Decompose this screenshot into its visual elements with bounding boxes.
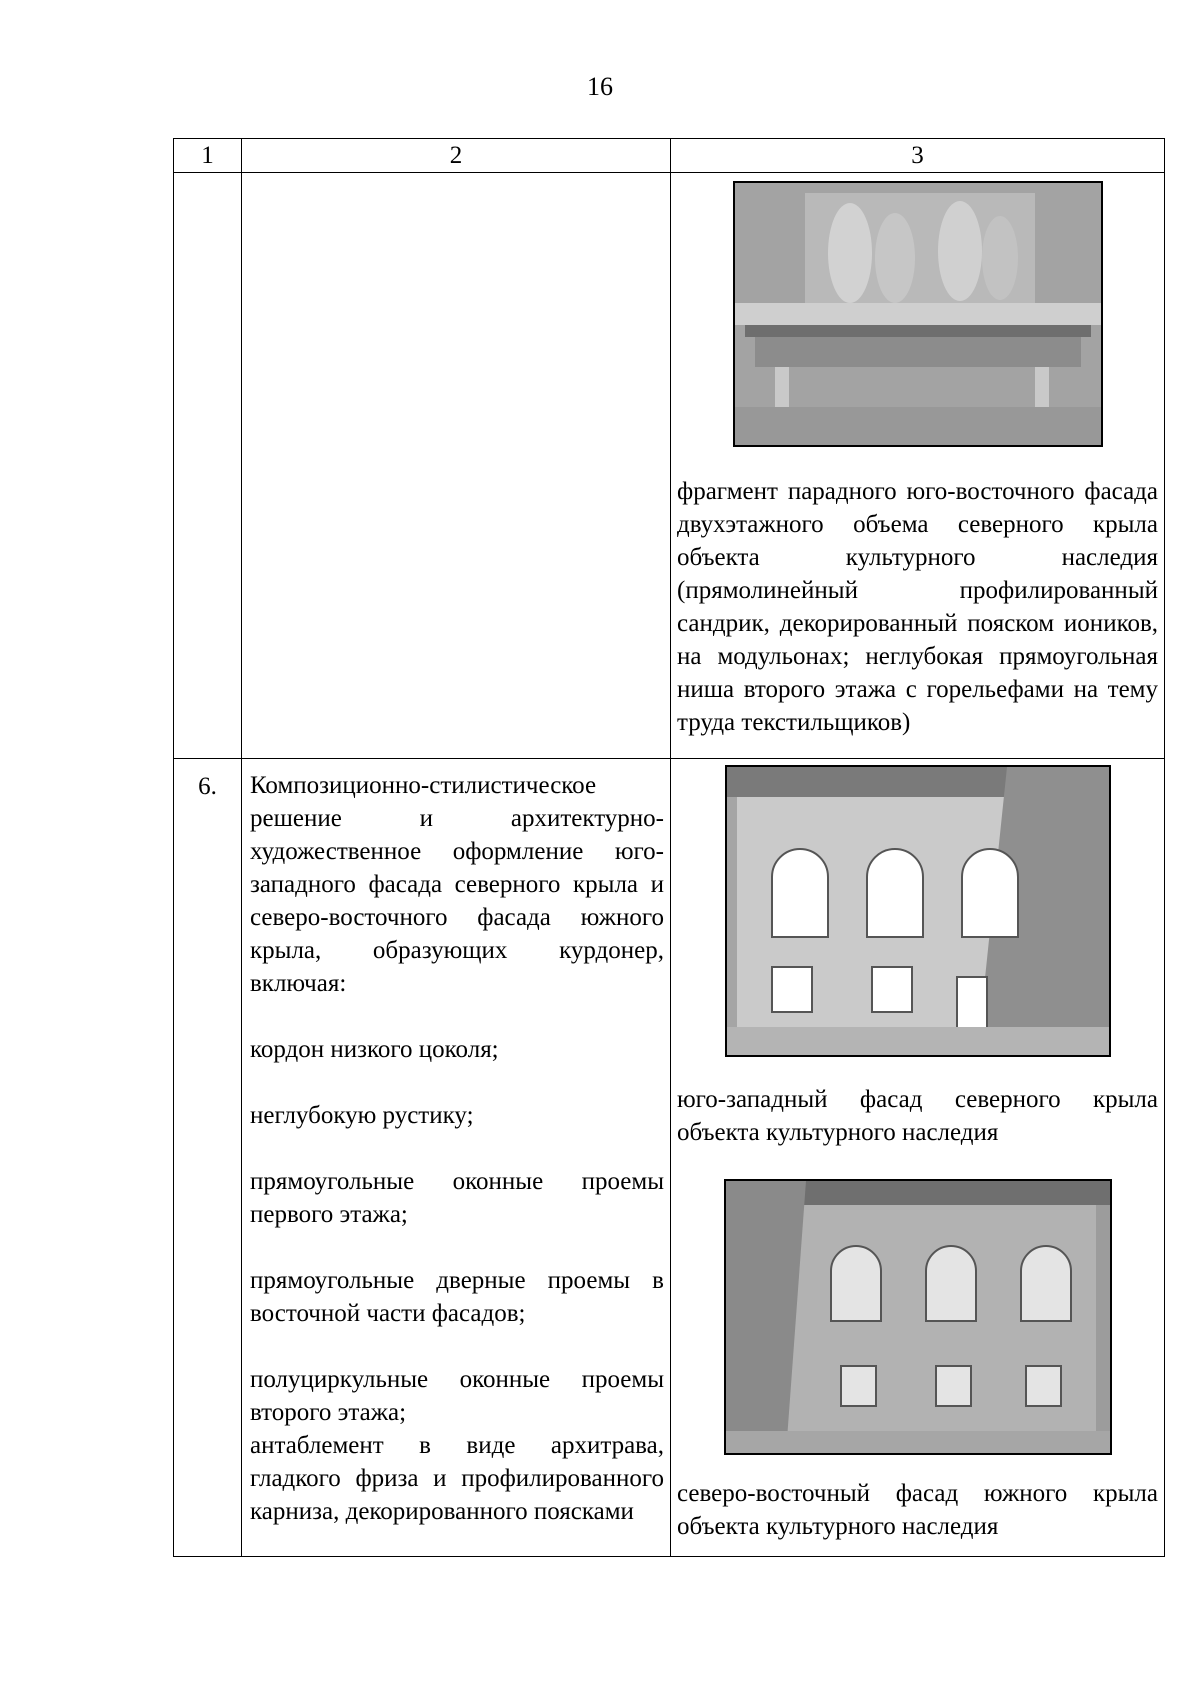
list-item: антаблемент в виде архитрава, гладкого фриза и профилированного карниза, декорированного поясками [250,1432,664,1525]
table-row-continued [174,173,1165,759]
facade-photo-1-icon [725,765,1111,1057]
heritage-table [173,138,1165,1557]
facade-photo-2-icon [724,1179,1112,1455]
description-cell [242,759,671,1557]
row-number-cell-empty [174,173,242,759]
table-row-6 [174,759,1165,1557]
header-col-1: 1 [174,139,242,173]
list-item: прямоугольные оконные проемы первого этажа; [250,1168,664,1228]
list-item: полуциркульные оконные проемы второго этажа; [250,1366,664,1426]
row-number: 6. [174,759,242,1557]
description-intro: Композиционно-стилистическое решение и архитектурно-художественное оформление юго-западного фасада северного крыла и северо-восточного фасада южного крыла, образующих курдонер, включая: [250,772,664,997]
description-cell-empty [242,173,671,759]
list-item: кордон низкого цоколя; [250,1036,499,1063]
photo-cell [671,173,1165,759]
table-header-row [174,139,1165,173]
header-col-2: 2 [242,139,671,173]
list-item: прямоугольные дверные проемы в восточной части фасадов; [250,1267,664,1327]
photo-caption: северо-восточный фасад южного крыла объекта культурного наследия [677,1480,1158,1540]
page-number: 16 [587,72,613,101]
list-item: неглубокую рустику; [250,1102,474,1129]
photo-caption: юго-западный фасад северного крыла объекта культурного наследия [677,1086,1158,1146]
photo-cell [671,759,1165,1557]
header-col-3: 3 [671,139,1165,173]
relief-sandrik-photo-icon [733,181,1103,447]
photo-caption: фрагмент парадного юго-восточного фасада двухэтажного объема северного крыла объекта культурного наследия (прямолинейный профилированный сандрик, декорированный пояском иоников, на модульонах; неглубокая прямоугольная ниша второго этажа с горельефами на тему труда текстильщиков) [677,478,1158,736]
